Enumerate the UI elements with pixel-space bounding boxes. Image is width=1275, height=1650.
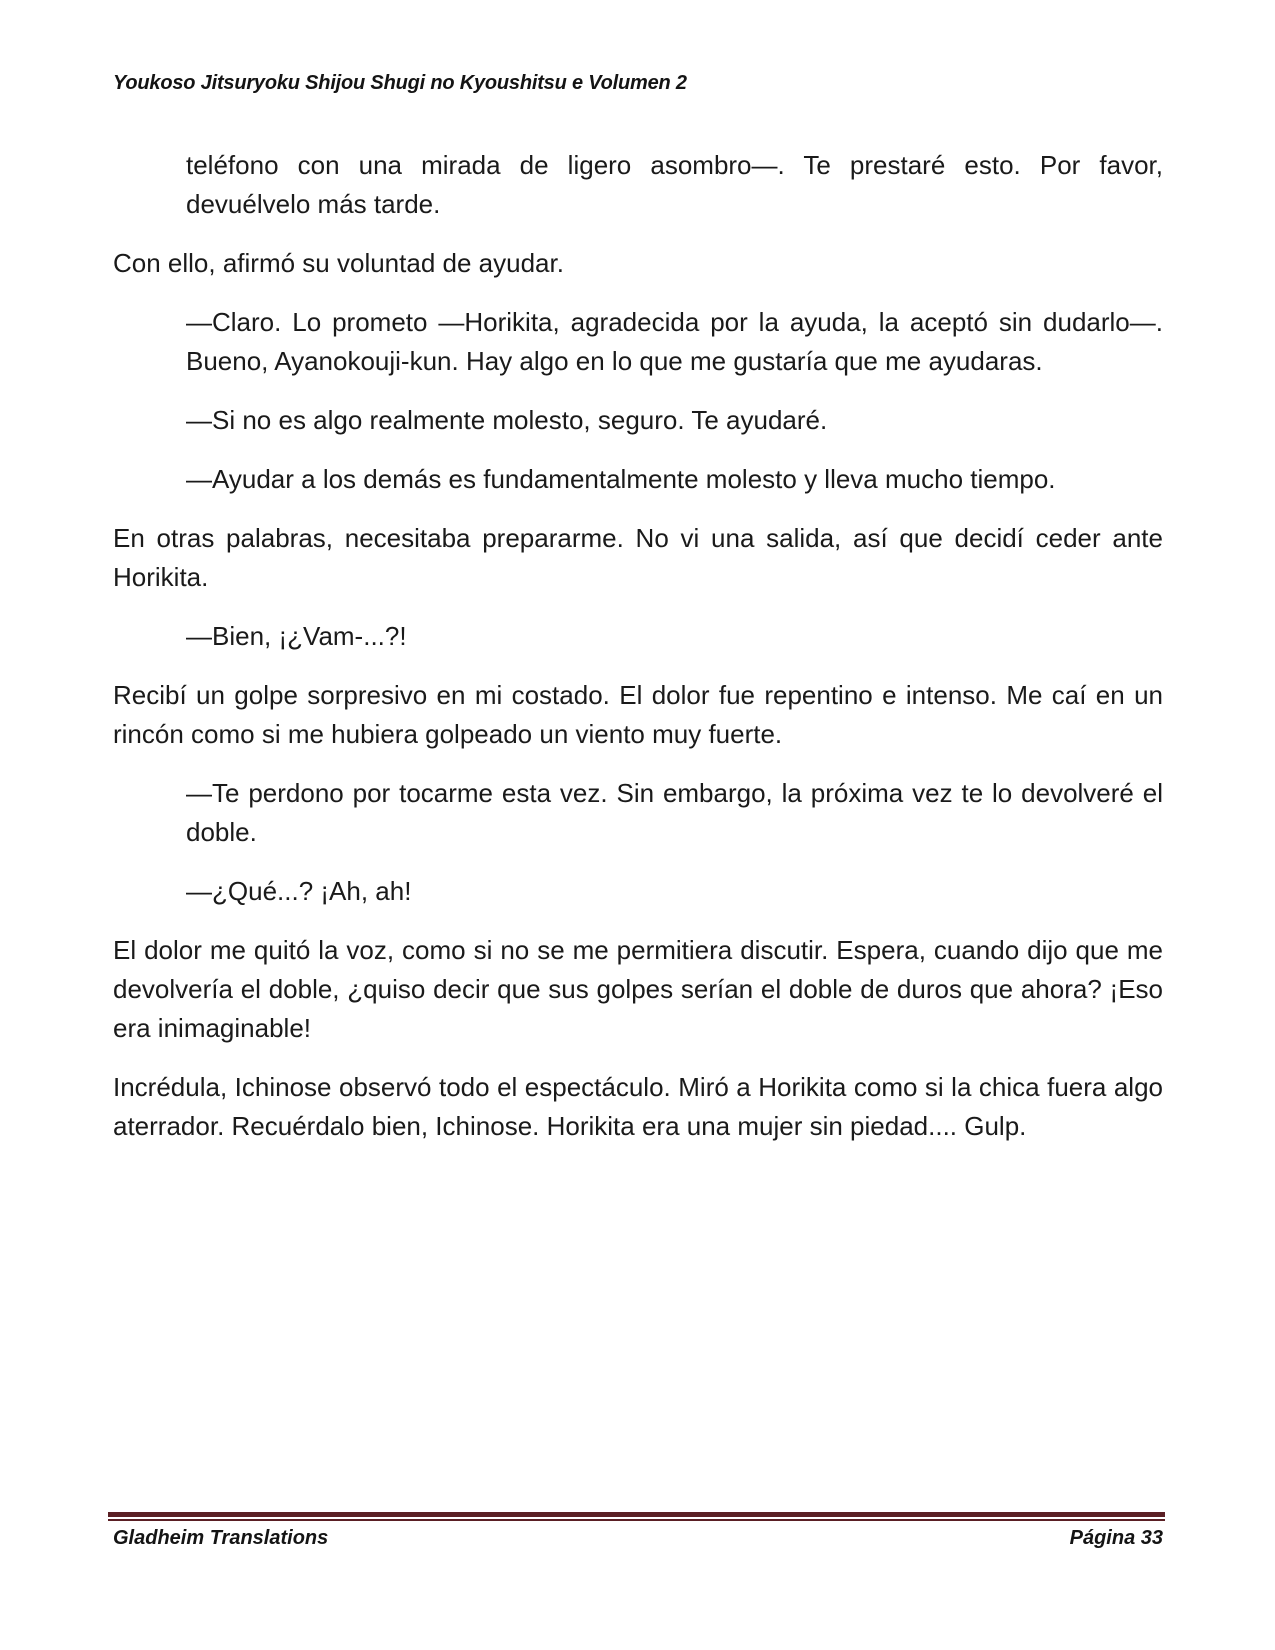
footer-page-number: Página 33 xyxy=(1069,1527,1163,1549)
paragraph-11: El dolor me quitó la voz, como si no se me permitiera discutir. Espera, cuando dijo que me devolvería el doble, ¿quiso decir que sus golpes serían el doble de duros que ahora? ¡Eso era inimaginable! xyxy=(113,935,1163,1043)
paragraph-7: —Bien, ¡¿Vam-...?! xyxy=(186,621,407,651)
paragraph-9: —Te perdono por tocarme esta vez. Sin embargo, la próxima vez te lo devolveré el doble. xyxy=(186,778,1163,847)
paragraph-6: En otras palabras, necesitaba prepararme. No vi una salida, así que decidí ceder ante Horikita. xyxy=(113,523,1163,592)
paragraph-4: —Si no es algo realmente molesto, seguro. Te ayudaré. xyxy=(186,405,828,435)
footer-divider-thin xyxy=(108,1519,1165,1521)
page-header-title: Youkoso Jitsuryoku Shijou Shugi no Kyoushitsu e Volumen 2 xyxy=(113,72,687,94)
footer-divider xyxy=(108,1512,1165,1521)
footer-publisher: Gladheim Translations xyxy=(113,1527,329,1549)
paragraph-8: Recibí un golpe sorpresivo en mi costado. El dolor fue repentino e intenso. Me caí en un rincón como si me hubiera golpeado un viento muy fuerte. xyxy=(113,680,1163,749)
document-body xyxy=(113,146,1163,1166)
paragraph-1: teléfono con una mirada de ligero asombro—. Te prestaré esto. Por favor, devuélvelo más tarde. xyxy=(186,150,1163,219)
paragraph-5: —Ayudar a los demás es fundamentalmente molesto y lleva mucho tiempo. xyxy=(186,464,1056,494)
footer-divider-thick xyxy=(108,1512,1165,1517)
paragraph-2: Con ello, afirmó su voluntad de ayudar. xyxy=(113,248,564,278)
paragraph-3: —Claro. Lo prometo —Horikita, agradecida por la ayuda, la aceptó sin dudarlo—. Bueno, Ayanokouji-kun. Hay algo en lo que me gustaría que me ayudaras. xyxy=(186,307,1163,376)
paragraph-10: —¿Qué...? ¡Ah, ah! xyxy=(186,876,412,906)
paragraph-12: Incrédula, Ichinose observó todo el espectáculo. Miró a Horikita como si la chica fuera algo aterrador. Recuérdalo bien, Ichinose. Horikita era una mujer sin piedad.... Gulp. xyxy=(113,1072,1163,1141)
